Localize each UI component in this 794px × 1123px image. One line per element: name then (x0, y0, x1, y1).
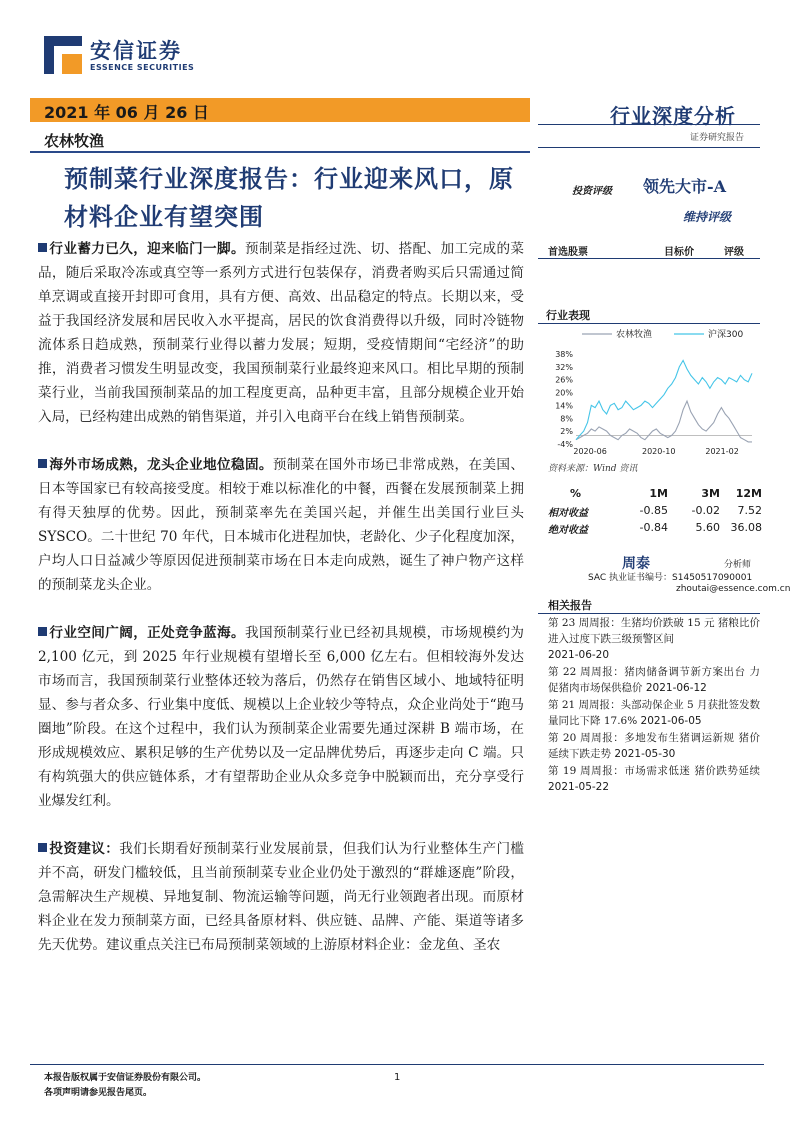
analyst-name: 周泰 (622, 556, 650, 572)
y-tick-label: -4% (557, 440, 573, 449)
related-report-item[interactable] (548, 664, 760, 696)
analyst-sac: SAC 执业证书编号：S1450517090001 (588, 573, 753, 583)
paragraph-text: 我国预制菜行业已经初具规模，市场规模约为 2,100 亿元，到 2025 年行业规模有望增长至 6,000 亿左右。但相较海外发达市场而言，我国预制菜行业整体还较为落后，仍然存在销售区域小、地域特征明显、参与者众多、行业集中度低、规模以上企业较少等特点，众企业尚处于“跑马圈地”阶段。在这个过程中，我们认为预制菜企业需要先通过深耕 B 端市场，在形成规模效应、累积足够的生产优势以及一定品牌优势后，再逐步走向 C 端。只有构筑强大的供应链体系，才有望帮助企业从众多竞争中脱颖而出，充分享受行业爆发红利。 (38, 625, 525, 809)
y-tick-label: 14% (555, 401, 573, 411)
series-line (576, 401, 752, 442)
paragraph-lead: 海外市场成熟，龙头企业地位稳固。 (49, 457, 273, 473)
paragraph-text: 我们长期看好预制菜行业发展前景，但我们认为行业整体生产门槛并不高，研发门槛较低，且当前预制菜专业企业仍处于激烈的“群雄逐鹿”阶段，急需解决生产规模、异地复制、物流运输等问题，尚无行业领跑者出现。而原材料企业在发力预制菜方面，已经具备原材料、供应链、品牌、产能、渠道等诸多先天优势。建议重点关注已布局预制菜领域的上游原材料企业：金龙鱼、圣农 (38, 841, 525, 953)
sector-label: 农林牧渔 (44, 132, 105, 150)
report-title: 预制菜行业深度报告：行业迎来风口，原材料企业有望突围 (64, 164, 514, 231)
x-tick-label: 2020-06 (573, 447, 607, 456)
body-paragraph (38, 237, 524, 429)
table-row (548, 521, 760, 538)
table-cell: 7.52 (737, 504, 762, 517)
related-report-date: 2021-06-12 (645, 682, 707, 694)
logo-mark-icon (44, 36, 82, 74)
header-cell: 3M (701, 487, 720, 500)
performance-title: 行业表现 (546, 309, 590, 322)
table-cell: -0.85 (639, 504, 668, 517)
col-rating: 评级 (724, 247, 744, 258)
body-paragraph (38, 621, 524, 813)
report-type: 行业深度分析 (610, 104, 736, 128)
y-tick-label: 38% (555, 350, 573, 359)
x-tick-label: 2020-10 (642, 447, 676, 456)
y-tick-label: 20% (555, 388, 573, 398)
paragraph-text: 预制菜是指经过洗、切、搭配、加工完成的菜品，随后采取冷冻或真空等一系列方式进行包装保存，消费者购买后只需通过简单烹调或直接开封即可食用，具有方便、高效、出品稳定的特点。长期以来，受益于我国经济发展和居民收入水平提高，居民的饮食消费得以升级，同时冷链物流体系日趋成熟，预制菜行业得以蓄力发展；短期，受疫情期间“宅经济”的助推，消费者习惯发生明显改变，我国预制菜行业最终迎来风口。相比早期的预制菜行业，当前我国预制菜品的加工程度更高，品种更丰富，且部分规模企业开始入局，已经构建出成熟的销售渠道，并引入电商平台在线上销售预制菜。 (38, 241, 525, 425)
report-subtype: 证券研究报告 (690, 133, 745, 143)
y-tick-label: 32% (555, 362, 573, 372)
divider (538, 147, 760, 148)
report-body (38, 237, 524, 981)
rating-value: 领先大市-A (643, 177, 727, 196)
performance-table (548, 487, 760, 538)
related-report-date: 2021-05-22 (548, 781, 610, 793)
related-report-date: 2021-06-20 (548, 649, 610, 661)
bullet-square-icon (38, 459, 47, 468)
related-report-item[interactable] (548, 763, 760, 795)
body-paragraph (38, 837, 524, 957)
related-report-title: 第 20 周周报：多地发布生猪调运新规 猪价延续下跌走势 (548, 732, 760, 760)
row-label: 绝对收益 (548, 525, 588, 536)
table-row (548, 504, 760, 521)
rating-label: 投资评级 (572, 186, 612, 197)
series-line (576, 360, 752, 439)
chart-svg (538, 326, 762, 458)
x-tick-label: 2021-02 (705, 447, 739, 456)
divider (538, 613, 760, 614)
report-date: 2021 年 06 月 26 日 (44, 103, 209, 122)
table-cell: 36.08 (730, 521, 762, 534)
row-label: 相对收益 (548, 508, 588, 519)
divider (30, 1064, 764, 1065)
related-report-title: 第 22 周周报：猪肉储备调节新方案出台 力促猪肉市场保供稳价 (548, 666, 760, 694)
chart-source: 资料来源：Wind 资讯 (548, 464, 638, 474)
analyst-role: 分析师 (724, 560, 752, 570)
header-cell: 1M (649, 487, 668, 500)
legend-label: 沪深300 (708, 330, 744, 340)
col-target: 目标价 (664, 247, 694, 258)
page-number: 1 (394, 1072, 401, 1083)
bullet-square-icon (38, 627, 47, 636)
body-paragraph (38, 453, 524, 597)
related-report-date: 2021-06-05 (640, 715, 702, 727)
related-report-item[interactable] (548, 697, 760, 729)
paragraph-text: 预制菜在国外市场已非常成熟，在美国、日本等国家已有较高接受度。相较于难以标准化的中餐，西餐在发展预制菜上拥有得天独厚的优势。因此，预制菜率先在美国兴起，并催生出美国行业巨头 SYSCO。二十世纪 70 年代，日本城市化进程加快，老龄化、少子化程度加深，户均人口日益减少等原因促进预制菜市场在日本走向成熟，诞生了神户物产这样的预制菜龙头企业。 (38, 457, 524, 593)
divider (538, 258, 760, 259)
table-cell: 5.60 (695, 521, 720, 534)
logo-cn-text: 安信证券 (90, 38, 182, 63)
table-cell: -0.84 (639, 521, 668, 534)
y-tick-label: 26% (555, 375, 573, 385)
col-stock: 首选股票 (548, 247, 588, 258)
logo-en-text: ESSENCE SECURITIES (90, 62, 195, 72)
analyst-email[interactable]: zhoutai@essence.com.cn (676, 584, 791, 594)
paragraph-lead: 行业空间广阔，正处竞争蓝海。 (49, 625, 245, 641)
related-report-title: 第 23 周周报：生猪均价跌破 15 元 猪粮比价进入过度下跌三级预警区间 (548, 617, 760, 645)
related-report-item[interactable] (548, 615, 760, 663)
performance-chart (538, 326, 762, 458)
bullet-square-icon (38, 843, 47, 852)
related-report-item[interactable] (548, 730, 760, 762)
legend-label: 农林牧渔 (616, 330, 653, 340)
y-tick-label: 8% (560, 414, 573, 424)
company-logo (44, 36, 194, 74)
table-header-row (548, 487, 760, 504)
bullet-square-icon (38, 243, 47, 252)
divider (30, 151, 530, 153)
paragraph-lead: 投资建议： (49, 841, 120, 857)
divider (538, 323, 760, 324)
footer-copyright: 本报告版权属于安信证券股份有限公司。 (44, 1073, 207, 1083)
table-cell: -0.02 (691, 504, 720, 517)
related-reports-title: 相关报告 (548, 599, 592, 612)
y-tick-label: 2% (560, 427, 573, 437)
header-cell: % (570, 487, 582, 500)
related-report-title: 第 19 周周报：市场需求低迷 猪价跌势延续 (548, 765, 760, 777)
related-report-date: 2021-05-30 (614, 748, 676, 760)
related-reports-list (548, 615, 760, 796)
footer-disclaimer: 各项声明请参见报告尾页。 (44, 1088, 153, 1098)
related-report-title: 第 21 周周报：头部动保企业 5 月获批签发数量同比下降 17.6% (548, 699, 760, 727)
header-cell: 12M (735, 487, 762, 500)
rating-status: 维持评级 (683, 210, 732, 224)
paragraph-lead: 行业蓄力已久，迎来临门一脚。 (49, 241, 245, 257)
